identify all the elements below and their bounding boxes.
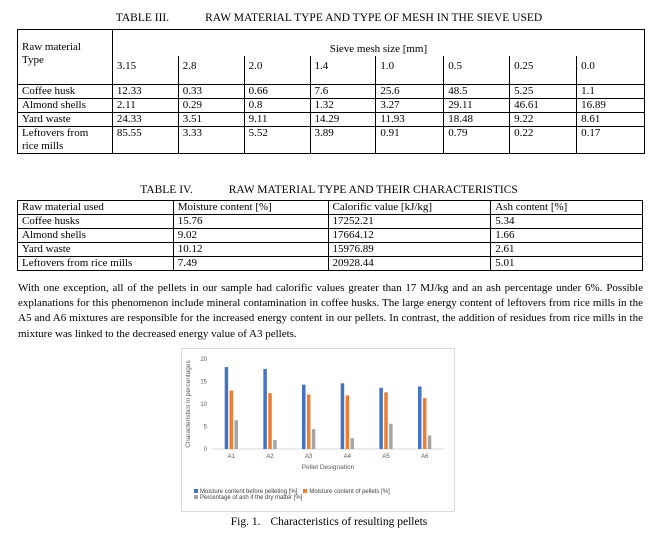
table3-cell: 9.11 bbox=[244, 112, 310, 126]
bar-a2-series-2 bbox=[268, 393, 272, 449]
table3-cell: 0.17 bbox=[577, 126, 645, 153]
table3 bbox=[17, 29, 645, 154]
table4-caption-number: TABLE IV. bbox=[140, 184, 193, 196]
table4-cell: 15.76 bbox=[173, 215, 328, 229]
table3-row bbox=[18, 126, 645, 153]
table4-header-cell: Ash content [%] bbox=[491, 201, 643, 215]
table4-cell: 9.02 bbox=[173, 229, 328, 243]
body-paragraph: With one exception, all of the pellets in our sample had calorific values greater than 17 MJ/kg and an ash percentage under 6%. Possible explanations for this phenomenon include mineral contamination in coffee husks. The large energy content of leftovers from rice mills in the A5 and A6 mixtures are responsible for the increased energy content in our pellets. In contrast, the addition of residues from rice mills in the mixture was linked to the decreased energy value of A3 pellets. bbox=[18, 282, 643, 340]
table3-cell: 0.79 bbox=[444, 126, 510, 153]
table4-cell: 20928.44 bbox=[328, 257, 491, 271]
table3-cell: 18.48 bbox=[444, 112, 510, 126]
table4-cell: 7.49 bbox=[173, 257, 328, 271]
x-tick-label: A6 bbox=[420, 454, 429, 460]
bar-a4-series-3 bbox=[350, 438, 354, 449]
table3-cell: 3.27 bbox=[376, 98, 444, 112]
y-tick-label: 20 bbox=[200, 357, 207, 363]
table3-cell: 29.11 bbox=[444, 98, 510, 112]
table3-cell: 12.33 bbox=[112, 84, 178, 98]
legend-swatch bbox=[303, 489, 307, 493]
table3-size-header: 0.5 bbox=[444, 56, 510, 84]
bar-a5-series-2 bbox=[384, 392, 388, 449]
table3-cell: 9.22 bbox=[510, 112, 577, 126]
figure-caption-text: Characteristics of resulting pellets bbox=[270, 516, 428, 528]
table3-cell: 5.52 bbox=[244, 126, 310, 153]
table3-row bbox=[18, 98, 645, 112]
legend-label: Moisture content of pellets [%] bbox=[309, 489, 390, 495]
table4 bbox=[17, 200, 643, 271]
table3-row-header-cell bbox=[18, 30, 113, 85]
table3-row-name-cell bbox=[18, 112, 113, 126]
table3-caption-number: TABLE III. bbox=[115, 12, 170, 24]
bar-a4-series-1 bbox=[341, 383, 345, 449]
table3-cell: 7.6 bbox=[310, 84, 376, 98]
bar-chart-svg bbox=[182, 349, 454, 511]
table3-cell: 8.61 bbox=[577, 112, 645, 126]
bar-a2-series-1 bbox=[263, 369, 267, 449]
y-axis-title: Characteristics in percentages bbox=[185, 360, 192, 448]
table3-row-name-cell bbox=[18, 126, 113, 153]
bar-a3-series-2 bbox=[307, 395, 311, 449]
x-tick-label: A2 bbox=[266, 454, 274, 460]
table3-row-name: Almond shells bbox=[22, 98, 86, 111]
chart-legend bbox=[194, 489, 449, 501]
table4-cell: Yard waste bbox=[18, 243, 174, 257]
table3-cell: 14.29 bbox=[310, 112, 376, 126]
table3-cell: 3.33 bbox=[178, 126, 244, 153]
bar-a4-series-2 bbox=[346, 395, 350, 449]
table4-row bbox=[18, 215, 643, 229]
table3-row-name: rice mills bbox=[22, 139, 64, 152]
y-tick-label: 5 bbox=[203, 424, 207, 431]
table3-cell: 0.22 bbox=[510, 126, 577, 153]
figure-caption bbox=[0, 516, 658, 528]
table4-row bbox=[18, 243, 643, 257]
table3-caption-text: RAW MATERIAL TYPE AND TYPE OF MESH IN THE SIEVE USED bbox=[205, 12, 543, 24]
table4-cell: 5.34 bbox=[491, 215, 643, 229]
table3-cell: 24.33 bbox=[112, 112, 178, 126]
legend-swatch bbox=[194, 495, 198, 499]
table4-cell: 17252.21 bbox=[328, 215, 491, 229]
table3-row-name-cell bbox=[18, 98, 113, 112]
legend-label: Percentage of ash if the dry matter [%] bbox=[200, 495, 303, 501]
table4-header-cell: Calorific value [kJ/kg] bbox=[328, 201, 491, 215]
y-tick-label: 15 bbox=[200, 379, 207, 386]
table4-header-cell: Raw material used bbox=[18, 201, 174, 215]
table3-cell: 46.61 bbox=[510, 98, 577, 112]
table3-size-header: 1.0 bbox=[376, 56, 444, 84]
table4-caption bbox=[0, 184, 658, 196]
bar-a5-series-1 bbox=[379, 388, 383, 449]
table3-size-header: 3.15 bbox=[112, 56, 178, 84]
bar-a5-series-3 bbox=[389, 424, 393, 449]
table3-cell: 0.29 bbox=[178, 98, 244, 112]
table4-cell: 5.01 bbox=[491, 257, 643, 271]
table4-row bbox=[18, 257, 643, 271]
bar-a6-series-2 bbox=[423, 398, 427, 449]
table4-row bbox=[18, 229, 643, 243]
table3-cell: 0.91 bbox=[376, 126, 444, 153]
pellet-characteristics-chart bbox=[181, 348, 455, 512]
table3-size-header: 2.0 bbox=[244, 56, 310, 84]
table3-size-header: 0.25 bbox=[510, 56, 577, 84]
table3-cell: 0.66 bbox=[244, 84, 310, 98]
table4-cell: 15976.89 bbox=[328, 243, 491, 257]
x-tick-label: A3 bbox=[304, 454, 313, 460]
table3-row bbox=[18, 84, 645, 98]
table3-row bbox=[18, 112, 645, 126]
y-tick-label: 10 bbox=[200, 402, 207, 408]
table3-cell: 5.25 bbox=[510, 84, 577, 98]
legend-swatch bbox=[194, 489, 198, 493]
table3-row-name: Coffee husk bbox=[22, 84, 76, 97]
table3-cell: 16.89 bbox=[577, 98, 645, 112]
bar-a2-series-3 bbox=[273, 440, 277, 449]
table3-row-name: Yard waste bbox=[22, 112, 71, 125]
table3-row-name: Leftovers from bbox=[22, 126, 89, 139]
bar-a1-series-3 bbox=[234, 420, 238, 449]
figure-caption-number: Fig. 1. bbox=[230, 516, 261, 528]
x-tick-label: A1 bbox=[227, 454, 236, 460]
bar-a6-series-1 bbox=[418, 386, 422, 449]
table3-size-header: 2.8 bbox=[178, 56, 244, 84]
table3-cell: 85.55 bbox=[112, 126, 178, 153]
table4-cell: 17664.12 bbox=[328, 229, 491, 243]
table3-cell: 1.1 bbox=[577, 84, 645, 98]
x-tick-label: A5 bbox=[382, 454, 390, 460]
table4-cell: 1.66 bbox=[491, 229, 643, 243]
table3-row-header-line1: Raw material bbox=[22, 41, 81, 53]
table3-cell: 48.5 bbox=[444, 84, 510, 98]
table3-group-header: Sieve mesh size [mm] bbox=[112, 30, 644, 57]
table4-header-cell: Moisture content [%] bbox=[173, 201, 328, 215]
bar-a1-series-2 bbox=[230, 391, 234, 450]
table4-cell: Leftovers from rice mills bbox=[18, 257, 174, 271]
table3-size-header: 0.0 bbox=[577, 56, 645, 84]
table3-cell: 3.89 bbox=[310, 126, 376, 153]
x-tick-label: A4 bbox=[343, 454, 352, 460]
table3-caption bbox=[0, 12, 658, 24]
table3-row-name-cell bbox=[18, 84, 113, 98]
table3-cell: 25.6 bbox=[376, 84, 444, 98]
bar-a3-series-1 bbox=[302, 385, 306, 449]
table3-cell: 2.11 bbox=[112, 98, 178, 112]
table4-cell: 2.61 bbox=[491, 243, 643, 257]
y-tick-label: 0 bbox=[203, 447, 207, 453]
legend-item bbox=[303, 489, 389, 495]
table4-cell: Coffee husks bbox=[18, 215, 174, 229]
legend-label: Moisture content before pelleting [%] bbox=[200, 489, 298, 495]
table3-cell: 11.93 bbox=[376, 112, 444, 126]
bar-a6-series-3 bbox=[428, 436, 432, 450]
table4-caption-text: RAW MATERIAL TYPE AND THEIR CHARACTERISTICS bbox=[228, 184, 518, 196]
table4-cell: 10.12 bbox=[173, 243, 328, 257]
table4-header-row bbox=[18, 201, 643, 215]
table3-cell: 0.8 bbox=[244, 98, 310, 112]
table3-cell: 0.33 bbox=[178, 84, 244, 98]
table4-cell: Almond shells bbox=[18, 229, 174, 243]
table3-row-header-line2: Type bbox=[22, 54, 44, 66]
table3-cell: 1.32 bbox=[310, 98, 376, 112]
table3-cell: 3.51 bbox=[178, 112, 244, 126]
bar-a3-series-3 bbox=[312, 429, 316, 449]
bar-a1-series-1 bbox=[225, 367, 229, 449]
x-axis-title: Pellet Designation bbox=[301, 464, 355, 471]
legend-item bbox=[194, 495, 302, 501]
table3-size-header: 1.4 bbox=[310, 56, 376, 84]
